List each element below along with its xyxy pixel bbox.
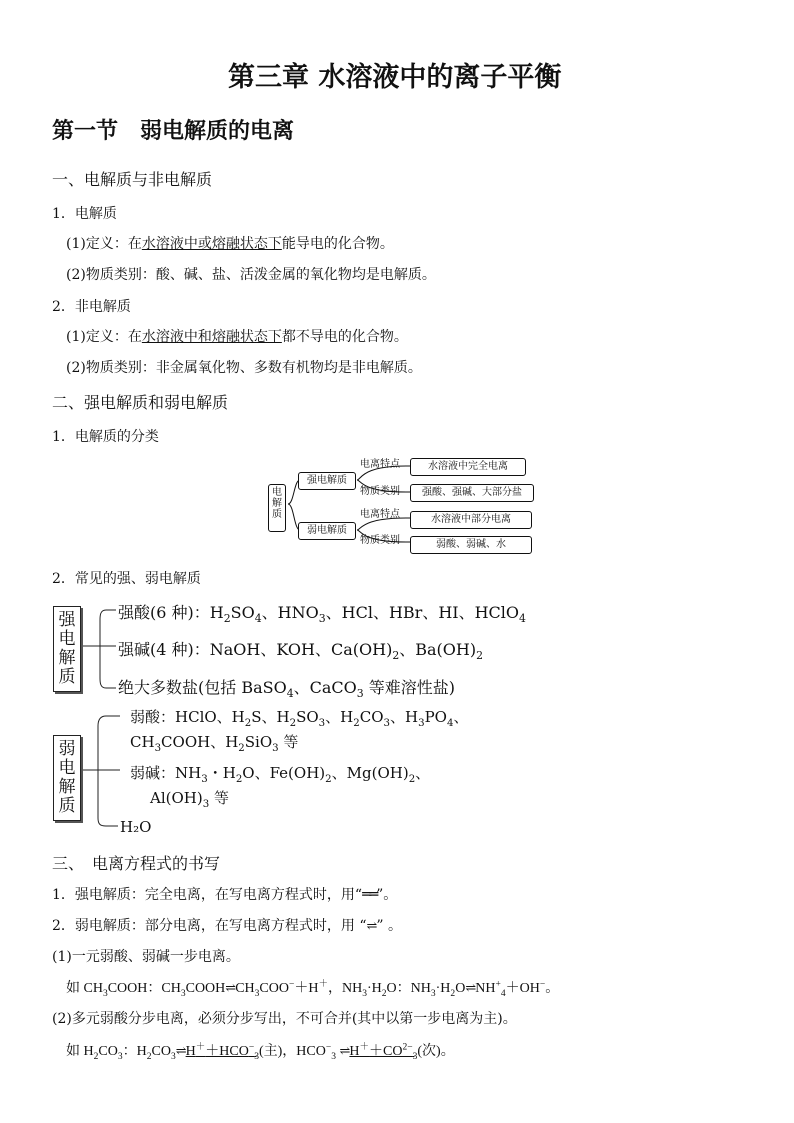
heading-part3: 三、 电离方程式的书写	[52, 854, 221, 873]
subheading-classification: 1．电解质的分类	[52, 429, 159, 445]
salts: 绝大多数盐(包括 BaSO$_4$、CaCO$_3$ 等难溶性盐)	[118, 678, 456, 701]
nonelectrolyte-types: (2)物质类别：非金属氧化物、多数有机物均是非电解质。	[66, 360, 422, 376]
weak-acids: 弱酸：HClO、$H_2S$、$H_2SO_3$、$H_2CO_3$、$H_3PO_4$、	[130, 708, 469, 729]
weak-bases-cont: $Al(OH)_3$ 等	[150, 789, 229, 810]
strong-feature-box: 水溶液中完全电离	[410, 458, 526, 476]
weak-feature-box: 水溶液中部分电离	[410, 511, 532, 529]
weak-acids-cont: $CH_3COOH$、$H_2SiO_3$ 等	[130, 733, 299, 754]
strong-feature-label: 电离特点	[360, 459, 400, 470]
strong-electrolyte-box: 强电解质	[298, 472, 356, 490]
heading-part2: 二、强电解质和弱电解质	[52, 393, 229, 412]
strong-ionization-rule: 1．强电解质：完全电离，在写电离方程式时，用“══”。	[52, 885, 398, 903]
subheading-common: 2．常见的强、弱电解质	[52, 571, 201, 587]
subheading-nonelectrolyte: 2．非电解质	[52, 299, 131, 315]
acetic-acid-example: 如 $CH_3COOH$：$CH_3COOH\rightleftharpoons CH_3COO^-+H^+$，$NH_3\cdot H_2O$：$NH_3\cdot H_2O\rightleftharpoons NH^+_4+OH^-$。	[66, 979, 560, 999]
weak-electrolyte-box: 弱电解质	[298, 522, 356, 540]
strong-electrolyte-label: 强 电 解 质	[53, 606, 81, 692]
underlined-condition: 水溶液中或熔融状态下	[141, 236, 282, 252]
strong-bases: 强碱(4 种)：NaOH、KOH、$Ca(OH)_2$、$Ba(OH)_2$	[118, 640, 484, 663]
equals-sign: ══	[362, 885, 377, 903]
weak-feature-label: 电离特点	[360, 509, 400, 520]
weak-category-box: 弱酸、弱碱、水	[410, 536, 532, 554]
diagram2-brackets	[76, 600, 136, 832]
reversible-arrow: ⇌	[366, 919, 377, 934]
strong-acids: 强酸(6 种)：$H_2SO_4$、$HNO_3$、HCl、HBr、HI、HClO$_4$	[118, 603, 526, 626]
carbonic-acid-example: 如 $H_2CO_3$：$H_2CO_3\rightleftharpoons H^++HCO^-_3$(主)，$HCO^-_3$ $\rightleftharpoons H^++CO^{2-}_3$(次)。	[66, 1042, 455, 1062]
water: H₂O	[120, 818, 152, 836]
strong-category-label: 物质类别	[360, 486, 400, 497]
strong-category-box: 强酸、强碱、大部分盐	[410, 484, 534, 502]
page-title: 第三章 水溶液中的离子平衡	[228, 62, 562, 93]
electrolyte-types: (2)物质类别：酸、碱、盐、活泼金属的氧化物均是电解质。	[66, 267, 436, 283]
underlined-condition: 水溶液中和熔融状态下	[141, 329, 282, 345]
section-title: 第一节 弱电解质的电离	[52, 118, 295, 144]
weak-electrolyte-label: 弱 电 解 质	[53, 735, 81, 821]
polyprotic-rule: (2)多元弱酸分步电离，必须分步写出，不可合并(其中以第一步电离为主)。	[52, 1011, 517, 1027]
root-electrolyte-box: 电 解 质	[268, 484, 286, 532]
subheading-electrolyte: 1．电解质	[52, 206, 117, 222]
monoprotic-rule: (1)一元弱酸、弱碱一步电离。	[52, 949, 240, 965]
weak-ionization-rule: 2．弱电解质：部分电离，在写电离方程式时，用 “⇌” 。	[52, 918, 403, 934]
nonelectrolyte-definition: (1)定义：在水溶液中和熔融状态下都不导电的化合物。	[66, 329, 408, 345]
electrolyte-definition: (1)定义：在水溶液中或熔融状态下能导电的化合物。	[66, 236, 394, 252]
weak-category-label: 物质类别	[360, 535, 400, 546]
heading-part1: 一、电解质与非电解质	[52, 170, 213, 189]
weak-bases: 弱碱：$NH_3$・$H_2O$、$Fe(OH)_2$、$Mg(OH)_2$、	[130, 764, 431, 785]
